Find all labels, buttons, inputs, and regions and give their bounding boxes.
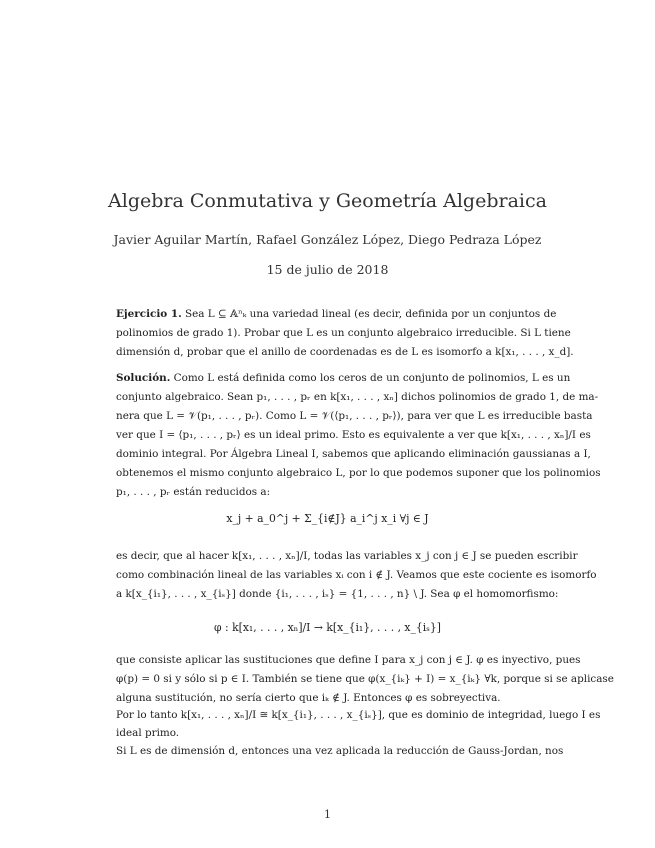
solution-line-4: ver que I = ⟨p₁, . . . , pᵣ⟩ es un ideal primo. Esto es equivalente a ver que k[x₁, . . . , xₙ]/I es (116, 429, 591, 441)
solution-line-6: obtenemos el mismo conjunto algebraico L, por lo que podemos suponer que los polinomios (116, 467, 601, 479)
solution-line-2: conjunto algebraico. Sean p₁, . . . , pᵣ en k[x₁, . . . , xₙ] dichos polinomios de grado 1, de ma- (116, 391, 599, 403)
solution-label: Solución. (116, 372, 171, 384)
solution-line-9: como combinación lineal de las variables xᵢ con i ∉ J. Veamos que este cociente es isomorfo (116, 569, 597, 581)
solution-line-11: que consiste aplicar las sustituciones que define I para x_j con j ∈ J. φ es inyectivo, pues (116, 654, 581, 666)
solution-line-3: nera que L = 𝒱(p₁, . . . , pᵣ). Como L = 𝒱(⟨p₁, . . . , pᵣ⟩), para ver que L es irreducible basta (116, 410, 593, 422)
solution-line-16: Si L es de dimensión d, entonces una vez aplicada la reducción de Gauss-Jordan, nos (116, 745, 564, 757)
solution-line-14: Por lo tanto k[x₁, . . . , xₙ]/I ≅ k[x_{i₁}, . . . , x_{iₛ}], que es dominio de integridad, luego I es (116, 709, 601, 721)
solution-line-7: p₁, . . . , pᵣ están reducidos a: (116, 486, 271, 498)
exercise-line-2: polinomios de grado 1). Probar que L es un conjunto algebraico irreducible. Si L tiene (116, 327, 571, 339)
date: 15 de julio de 2018 (266, 262, 389, 277)
exercise-line-3: dimensión d, probar que el anillo de coordenadas es de L es isomorfo a k[x₁, . . . , x_d]. (116, 346, 574, 358)
page-title: Algebra Conmutativa y Geometría Algebraica (108, 190, 547, 212)
page-number: 1 (324, 808, 331, 821)
authors: Javier Aguilar Martín, Rafael González López, Diego Pedraza López (113, 232, 542, 247)
solution-text: Como L está definida como los ceros de un conjunto de polinomios, L es un (173, 372, 571, 384)
solution-line-15: ideal primo. (116, 727, 180, 739)
exercise-label: Ejercicio 1. (116, 308, 182, 320)
solution-line-8: es decir, que al hacer k[x₁, . . . , xₙ]/I, todas las variables x_j con j ∈ J se pueden escribir (116, 550, 578, 562)
solution-line-1 (116, 371, 571, 385)
exercise-line-1 (116, 307, 557, 321)
exercise-text: Sea L ⊆ 𝔸ⁿₖ una variedad lineal (es decir, definida por un conjuntos de (185, 308, 557, 320)
solution-line-5: dominio integral. Por Álgebra Lineal I, sabemos que aplicando eliminación gaussianas a I, (116, 448, 591, 460)
equation-reduced-form: x_j + a_0^j + Σ_{i∉J} a_i^j x_i ∀j ∈ J (226, 512, 429, 525)
equation-homomorphism: φ : k[x₁, . . . , xₙ]/I → k[x_{i₁}, . . . , x_{iₛ}] (214, 621, 441, 634)
solution-line-10: a k[x_{i₁}, . . . , x_{iₛ}] donde {i₁, . . . , iₛ} = {1, . . . , n} \ J. Sea φ el homomorfismo: (116, 588, 559, 600)
solution-line-12: φ(p) = 0 si y sólo si p ∈ I. También se tiene que φ(x_{iₖ} + I) = x_{iₖ} ∀k, porque si se aplicase (116, 673, 614, 685)
solution-line-13: alguna sustitución, no sería cierto que iₖ ∉ J. Entonces φ es sobreyectiva. (116, 692, 501, 704)
